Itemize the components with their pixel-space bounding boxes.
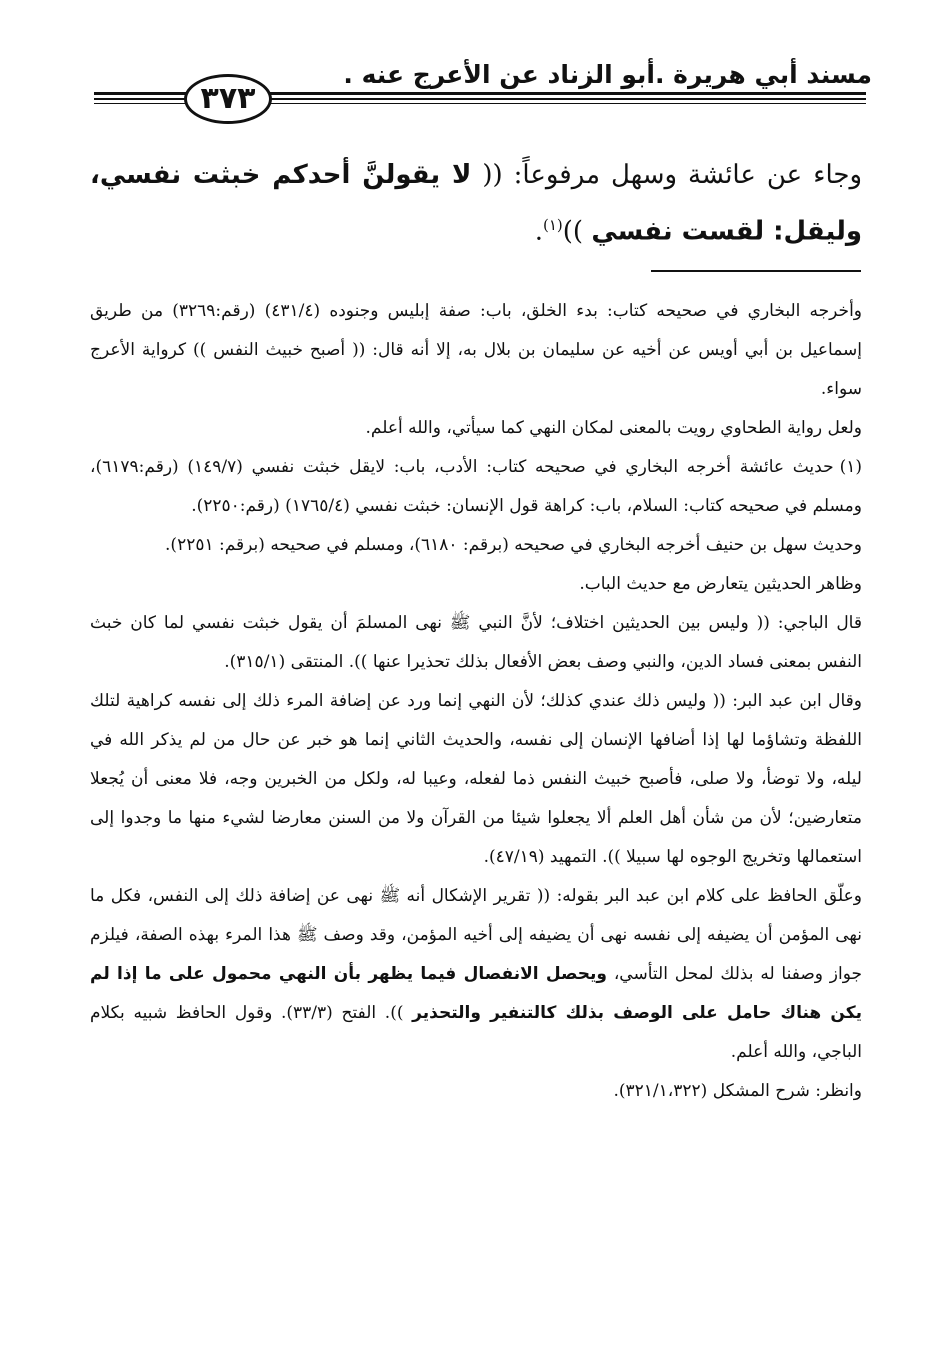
hafiz-text-before: وعلّق الحافظ على كلام ابن عبد البر بقوله: (( تقرير الإشكال أنه ﷺ نهى عن إضافة ذلك إلى النفس، فكل ما نهى المؤمن أن يضيفه إلى نفسه نهى أن يضيفه إلى أخيه المؤمن، وقد وصف ﷺ هذا المرء بهذه الصفة، فيلزم جواز وصفنا له بذلك لمحل التأسي، (90, 886, 863, 984)
footnote-ref: (١) (543, 216, 563, 234)
footnote-paragraph-mushkil: وانظر: شرح المشكل (٣٢١/١،٣٢٢). (613, 1081, 862, 1101)
footnote-1-text: حديث عائشة أخرجه البخاري في صحيحه كتاب: الأدب، باب: لايقل خبثت نفسي (١٤٩/٧) (رقم:٦١٧٩)، ومسلم في صحيحه كتاب: السلام، باب: كراهة قول الإنسان: خبثت نفسي (١٧٦٥/٤) (رقم:٢٢٥٠). (90, 457, 862, 516)
footnote-paragraph-baji: قال الباجي: (( وليس بين الحديثين اختلاف؛ لأنَّ النبي ﷺ نهى المسلمَ أن يقول خبثت نفسي لما كان خبث النفس بمعنى فساد الدين، والنبي وصف بعض الأفعال بذلك تحذيرا عنها )). المنتقى (٣١٥/١). (90, 613, 862, 672)
main-intro: وجاء عن عائشة وسهل مرفوعاً: (( (482, 160, 862, 190)
hafiz-text-after: )). الفتح (٣٣/٣). وقول الحافظ شبيه بكلام الباجي، والله أعلم. (90, 1003, 862, 1062)
page-number: ٣٧٣ (200, 81, 256, 116)
running-header-title: مسند أبي هريرة .أبو الزناد عن الأعرج عنه . (343, 60, 872, 89)
footnote-paragraph-bukhari: وأخرجه البخاري في صحيحه كتاب: بدء الخلق، باب: صفة إبليس وجنوده (٤٣١/٤) (رقم:٣٢٦٩) من طريق إسماعيل بن أبي أويس عن أخيه عن سليمان بن بلال به، إلا أنه قال: (( أصبح خبيث النفس )) كرواية الأعرج سواء. (90, 301, 863, 399)
hadith-quote: لا يقولنَّ أحدكم خبثت نفسي، وليقل: لقست نفسي (90, 160, 862, 247)
footnote-paragraph-ibn-abd-albarr: وقال ابن عبد البر: (( وليس ذلك عندي كذلك؛ لأن النهي إنما ورد عن إضافة المرء ذلك إلى نفسه كراهية لتلك اللفظة وتشاؤما لها إذا أضافها الإنسان إلى نفسه، والحديث الثاني إنما هو خبر عن حال من لم يذكر الله في ليله، ولا توضأ، ولا صلى، فأصبح خبيث النفس ذما لفعله، وعيبا له، ولكل من الخبرين وجه، فلا معنى أن يُجعلا متعارضين؛ لأن من شأن أهل العلم ألا يجعلوا شيئا من القرآن ولا من السنن معارضا لشيء منها ما وجدوا إلى استعمالها وتخريج الوجوه لها سبيلا )). التمهيد (٤٧/١٩). (90, 691, 862, 867)
quote-closing: )) (562, 216, 584, 247)
footnote-1 (90, 448, 862, 526)
footnotes-section (90, 292, 862, 1111)
footnote-separator (651, 270, 861, 272)
footnote-paragraph-conflict: وظاهر الحديثين يتعارض مع حديث الباب. (579, 574, 862, 594)
page-number-badge (184, 74, 272, 124)
footnote-number: (١) (839, 457, 863, 477)
main-hadith-text (90, 150, 862, 257)
footnote-paragraph-sahl: وحديث سهل بن حنيف أخرجه البخاري في صحيحه (برقم: ٦١٨٠)، ومسلم في صحيحه (برقم: ٢٢٥١). (165, 535, 862, 555)
main-end: . (534, 216, 543, 247)
footnote-paragraph-tahawi: ولعل رواية الطحاوي رويت بالمعنى لمكان النهي كما سيأتي، والله أعلم. (365, 418, 862, 438)
footnote-paragraph-hafiz (90, 877, 862, 1072)
hafiz-text-bold: ويحصل الانفصال فيما يظهر بأن النهي محمول على ما إذا لم يكن هناك حامل على الوصف بذلك كالتنفير والتحذير (90, 964, 862, 1023)
